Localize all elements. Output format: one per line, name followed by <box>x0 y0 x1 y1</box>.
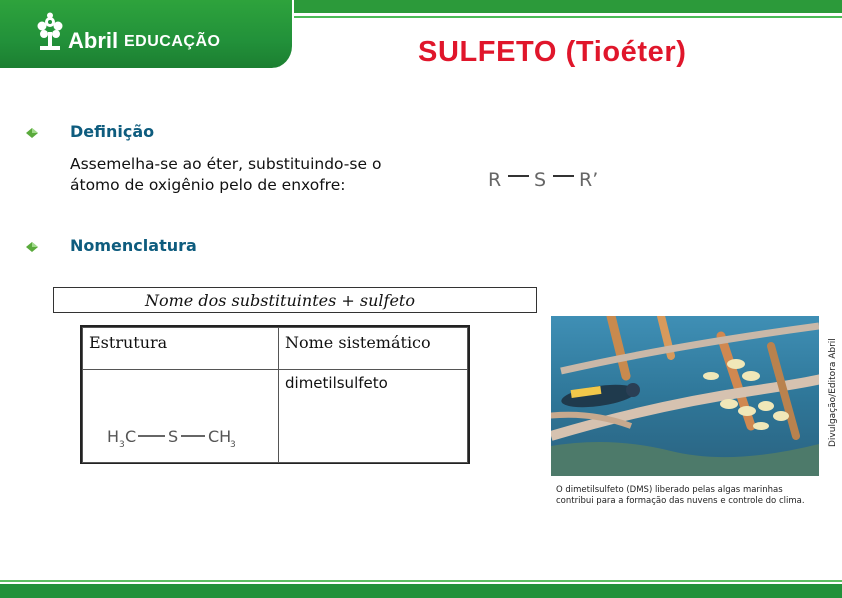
logo-brand-text: Abril <box>68 28 119 53</box>
header <box>0 0 842 72</box>
struct-c-left: C <box>125 427 137 446</box>
table-header-row <box>83 328 468 370</box>
tree-logo-icon <box>33 12 67 52</box>
thioether-general-formula <box>486 164 606 194</box>
dimethylsulfide-structure <box>83 370 243 462</box>
header-nome-sistematico: Nome sistemático <box>285 333 431 352</box>
name-cell <box>279 370 468 463</box>
header-estrutura: Estrutura <box>89 333 168 352</box>
table-row <box>83 370 468 463</box>
struct-ch-sub: 3 <box>230 440 236 450</box>
formula-r-left: R <box>488 169 502 191</box>
structure-cell <box>83 370 279 463</box>
header-divider <box>292 16 842 18</box>
naming-rule-text: Nome dos substituintes + sulfeto <box>145 291 415 310</box>
definition-line-1: Assemelha-se ao éter, substituindo-se o <box>70 155 382 173</box>
struct-h: H <box>107 427 120 446</box>
logo-sub-text: EDUCAÇÃO <box>124 33 221 50</box>
footer-line <box>0 580 842 582</box>
table-header-cell <box>279 328 468 370</box>
section-heading-definicao: Definição <box>70 122 155 141</box>
naming-rule-box <box>53 287 537 313</box>
photo-credit: Divulgação/Editora Abril <box>828 338 838 447</box>
nomenclature-table <box>80 325 470 464</box>
section-heading-nomenclatura: Nomenclatura <box>70 236 197 255</box>
page-title: SULFETO (Tioéter) <box>418 36 687 68</box>
green-diamond-bullet-icon <box>26 242 38 252</box>
table-header-cell <box>83 328 279 370</box>
footer-bar <box>0 584 842 598</box>
green-diamond-bullet-icon <box>26 128 38 138</box>
brand-logo[interactable] <box>0 0 294 68</box>
definition-line-2: átomo de oxigênio pelo de enxofre: <box>70 176 346 194</box>
formula-s-center: S <box>534 169 547 191</box>
photo-caption: O dimetilsulfeto (DMS) liberado pelas algas marinhas contribui para a formação das nuvens e controle do clima. <box>556 485 805 506</box>
diver-reef-image <box>551 316 819 476</box>
struct-h-sub: 3 <box>119 440 125 450</box>
definition-text <box>70 154 470 196</box>
underwater-photo <box>551 316 819 476</box>
struct-s: S <box>168 427 179 446</box>
struct-ch: CH <box>208 427 232 446</box>
systematic-name: dimetilsulfeto <box>285 374 388 392</box>
formula-r-right: R’ <box>579 169 599 191</box>
